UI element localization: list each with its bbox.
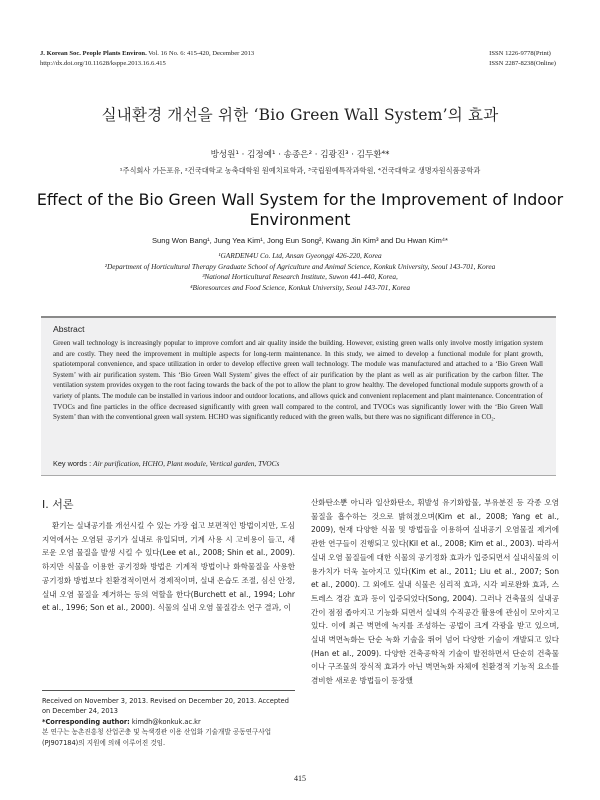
footnotes: [42, 696, 295, 748]
affiliations-english: [0, 251, 600, 293]
abstract-heading: Abstract: [53, 324, 85, 334]
body-paragraph: 산화탄소뿐 아니라 일산화탄소, 휘발성 유기화합물, 부유분진 등 각종 오염물질을 흡수하는 것으로 밝혀졌으며(Kim et al., 2008; Yang et al., 2009), 현재 다양한 식물 및 방법들을 이용하여 실내공기 오염물질 제거에 관한 연구들이 진행되고 있다(Kil et al., 2008; Kim et al., 2003). 따라서 실내 오염 물질들에 대한 식물의 공기정화 효과가 입증되면서 실내식물의 이용가치가 더욱 높아지고 있다(Kim et al., 2011; Liu et al., 2007; Son et al., 2000). 그 외에도 실내 식물은 심리적 효과, 시각 피로완화 효과, 스트레스 경감 효과 등이 입증되었다(Song, 2004). 그러나 건축물의 실내공간이 점점 좁아지고 기능화 되면서 실내의 수직공간 활용에 관심이 모아지고 있다. 이에 최근 벽면에 녹지를 조성하는 공법이 크게 각광을 받고 있으며, 실내 벽면녹화는 단순 녹화 기술을 뛰어 넘어 다양한 기술이 개발되고 있다(Han et al., 2009). 다양한 건축공학적 기술이 발전하면서 단순히 건축물이나 구조물의 장식적 효과가 아닌 벽면녹화 자체에 친환경적 기능적 요소를 겸비한 새로운 방법들이 등장했: [311, 498, 559, 686]
journal-issue: Vol. 16 No. 6: 415-420, December 2013: [146, 50, 255, 57]
issn-online: ISSN 2287-8238(Online): [489, 60, 556, 67]
body-column-right: [311, 496, 559, 688]
abstract-box: [41, 316, 556, 476]
funding-note: 본 연구는 농촌진흥청 산업곤충 및 녹색경관 이용 산업화 기술개발 공동연구사업(PJ907184)의 지원에 의해 이루어진 것임.: [42, 728, 272, 747]
abstract-text: Green wall technology is increasingly popular to improve comfort and air quality inside the building. However, existing green walls only involve mostly irrigation system and are costly. They need the improvement in multiple aspects for long-term maintenance. In this study, we aimed to develop a functional module for plant growth, spatiotemporal convenience, and space utilization in order to develop effective green wall technology. The module was manufactured and attached to a ‘Bio Green Wall System’ with air purification system. This ‘Bio Green Wall System’ gives the effect of air purification by the plant as well as air purification by the carbon filter. The ventilation system provides oxygen to the root facing towards the back of the pot to allow the plant to grow healthy. The developed functional module supports growth of a variety of plants. The module can be installed in various indoor and outdoor locations, and allows quick and convenient replacement and plant maintenance. Concentration of TVOCs and fine particles in the office decreased significantly with green wall compared to the control, and TVOCs was significantly lower with the ‘Bio Green Wall System’ than with the conventional green wall system. HCHO was significantly reduced with the green walls, but there was no significant difference in CO₂.: [53, 339, 543, 422]
body-column-left: [42, 519, 295, 615]
corresponding-label: *Corresponding author:: [42, 717, 130, 726]
title-korean: 실내환경 개선을 위한 ‘Bio Green Wall System’의 효과: [101, 106, 499, 124]
footnote-divider: [42, 690, 295, 691]
issn-print: ISSN 1226-9778(Print): [489, 50, 551, 57]
authors-english: Sung Won Bang¹, Jung Yea Kim¹, Jong Eun Song², Kwang Jin Kim³ and Du Hwan Kim⁴*: [151, 236, 449, 245]
keywords: [53, 459, 279, 468]
affiliation-3: ³National Horticultural Research Institute, Suwon 441-440, Korea,: [202, 272, 398, 281]
doi-link[interactable]: http://dx.doi.org/10.11628/ksppe.2013.16.6.415: [40, 60, 166, 67]
journal-name: J. Korean Soc. People Plants Environ.: [40, 50, 147, 57]
received-dates: Received on November 3, 2013. Revised on December 20, 2013. Accepted on December 24, 2013: [42, 697, 289, 716]
affiliations-korean: ¹주식회사 가든포유, ²건국대학교 농축대학원 원예치료학과, ³국립원예특작과학원, ⁴건국대학교 생명자원식품공학과: [119, 166, 481, 175]
corresponding-email[interactable]: kimdh@konkuk.ac.kr: [129, 717, 201, 726]
page-number: 415: [294, 774, 306, 783]
affiliation-4: ⁴Bioresources and Food Science, Konkuk University, Seoul 143-701, Korea: [190, 282, 410, 292]
authors-korean: 방성원¹ · 김정예¹ · 송종은² · 김광진³ · 김두환⁴*: [210, 150, 390, 160]
title-english: Effect of the Bio Green Wall System for the Improvement of Indoor Environment: [36, 190, 564, 229]
affiliation-1: ¹GARDEN4U Co. Ltd, Ansan Gyeonggi 426-220, Korea: [218, 251, 382, 260]
keywords-label: Key words :: [53, 459, 94, 468]
corresponding-author: [42, 717, 295, 727]
affiliation-2: ²Department of Horticultural Therapy Graduate School of Agriculture and Animal Science, Konkuk University, Seoul 143-701, Korea: [104, 261, 496, 271]
section-heading-introduction: Ⅰ. 서론: [42, 498, 74, 511]
issn-block: [489, 49, 556, 69]
journal-header: [40, 49, 254, 69]
body-paragraph: 환기는 실내공기를 개선시킬 수 있는 가장 쉽고 보편적인 방법이지만, 도심 지역에서는 오염된 공기가 실내로 유입되며, 기계 사용 시 고비용이 들고, 새로운 오염 물질을 발생 시킬 수 있다(Lee et al., 2008; Shin et al., 2009). 하지만 식물을 이용한 공기정화 방법은 기계적 방법이나 화학물질을 사용한 공기정화 방법보다 친환경적이면서 경제적이며, 실내 온습도 조절, 심신 안정, 실내 오염 물질을 제거하는 등의 역할을 한다(Burchett et al., 1994; Lohr et al., 1996; Son et al., 2000). 식물의 실내 오염 물질감소 연구 결과, 이: [42, 521, 295, 613]
keywords-list: Air purification, HCHO, Plant module, Vertical garden, TVOCs: [93, 459, 280, 468]
